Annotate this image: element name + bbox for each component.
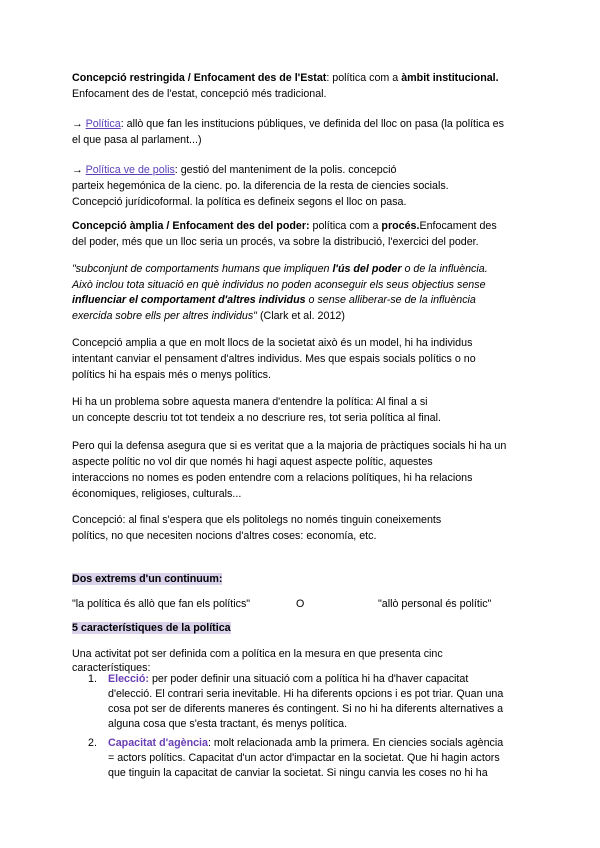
list-item-election: Elecció: per poder definir una situació com a política hi ha d'haver capacitat d'elecció. El contrari seria inevitable. Hi ha diferents opcions i es pot triar. Quan una cosa pot ser de diferents maneres és contingent. Si no hi ha diferents alternatives a alguna cosa que s'esta tractant, és menys política. [108, 673, 504, 730]
extreme-left-quote: "la política és allò que fan els polítics" [72, 598, 251, 610]
term-agency: Capacitat d'agència [108, 737, 208, 749]
restricted-concept-heading: Concepció restringida / Enfocament des de l'Estat [72, 72, 327, 84]
defense-paragraph: Pero qui la defensa asegura que si es veritat que a la majoria de pràctiques socials hi ha un aspecte polític no vol dir que només hi hagi aquest aspecte polític, aquestes interaccions no nomes es poden entendre com a relacions polítiques, hi ha relacions économiques, religioses, culturals... [72, 440, 507, 500]
restricted-concept-paragraph: Concepció restringida / Enfocament des de l'Estat: política com a àmbit institucional. Enfocament des de l'estat, concepció més tradicional. [72, 72, 499, 100]
broad-concept-heading: Concepció àmplia / Enfocament des del poder: [72, 220, 310, 232]
politica-link[interactable]: Política [85, 118, 121, 130]
characteristics-intro: Una activitat pot ser definida com a política en la mesura en que presenta cinc característiques: [72, 648, 443, 674]
citation: (Clark et al. 2012) [256, 309, 345, 322]
politica-definition-paragraph: → Política: allò que fan les institucions públiques, ve definida del lloc on pasa (la política es el que pasa al parlament...) [72, 118, 504, 146]
continuum-separator: O [296, 598, 305, 610]
clark-quote: "subconjunt de comportaments humans que impliquen l'ús del poder o de la influència. Això inclou tota situació en què individus no poden aconseguir els seus objectius sense influenciar el comportament d'altres individus o sense alliberar-se de la influència exercida sobre ells per altres individus" (Clark et al. 2012) [72, 263, 488, 322]
broad-concept-paragraph: Concepció àmplia / Enfocament des del poder: política com a procés.Enfocament des del poder, més que un lloc seria un procés, va sobre la distribució, l'exercici del poder. [72, 220, 497, 248]
list-item-number: 2. [88, 737, 97, 749]
arrow-icon: → [72, 164, 86, 176]
problem-paragraph: Hi ha un problema sobre aquesta manera d'entendre la política: Al final a si un concepte descriu tot tot tendeix a no descriure res, tot seria política al final. [72, 396, 441, 424]
conclusion-paragraph: Concepció: al final s'espera que els politolegs no només tinguin coneixements polítics, no que necesiten nocions d'altres coses: economía, etc. [72, 514, 442, 542]
section-heading-characteristics: 5 característiques de la política [72, 622, 231, 634]
arrow-icon: → [72, 118, 86, 130]
broad-concept-explanation: Concepció amplia a que en molt llocs de la societat això és un model, hi ha individus intentant canviar el pensament d'altres individus. Mes que espais socials polítics o no polítics hi ha espais més o menys polítics. [72, 337, 476, 381]
section-heading-extremes: Dos extrems d'un continuum: [72, 573, 223, 585]
list-item-number: 1. [88, 673, 97, 685]
politica-ve-de-polis-link[interactable]: Política ve de polis [85, 164, 175, 176]
extreme-right-quote: "allò personal és polític" [378, 598, 492, 610]
polis-paragraph: → Política ve de polis: gestió del manteniment de la polis. concepció parteix hegemónica de la cienc. po. la diferencia de la resta de ciencies socials. Concepció jurídicoformal. la política es defineix segons el lloc on pasa. [72, 164, 449, 208]
list-item-agency: Capacitat d'agència: molt relacionada amb la primera. En ciencies socials agència = actors polítics. Capacitat d'un actor d'impactar en la societat. Que hi hagin actors que tinguin la capacitat de canviar la societat. Si ningu canvia les coses no hi ha [108, 737, 504, 779]
term-election: Elecció: [108, 673, 149, 685]
